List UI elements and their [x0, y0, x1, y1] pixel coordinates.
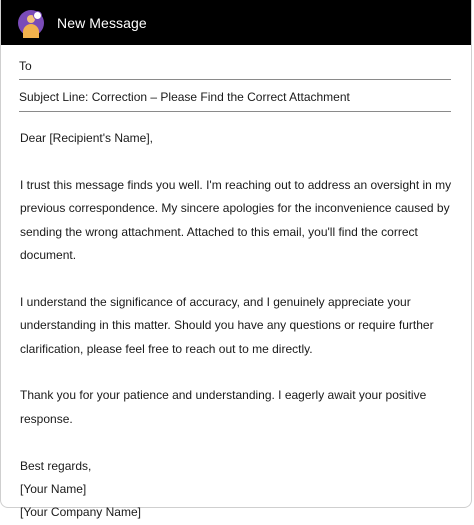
avatar[interactable]: [18, 10, 44, 36]
message-body[interactable]: [20, 127, 460, 525]
paragraph-1: I trust this message finds you well. I'm reaching out to address an oversight in my previous correspondence. My sincere apologies for the inconvenience caused by sending the wrong attachment. Attached to this email, you'll find the correct document.: [20, 177, 452, 263]
avatar-body-icon: [23, 24, 39, 38]
sender-company: [Your Company Name]: [20, 505, 141, 520]
subject-divider: [19, 111, 451, 112]
window-title: New Message: [57, 14, 147, 31]
paragraph-3: Thank you for your patience and understanding. I eagerly await your positive response.: [20, 388, 427, 426]
avatar-badge-icon: [33, 11, 42, 20]
greeting: Dear [Recipient's Name],: [20, 131, 154, 145]
subject-field[interactable]: Subject Line: Correction – Please Find the Correct Attachment: [19, 90, 350, 104]
signoff: Best regards,: [20, 458, 92, 473]
compose-titlebar: [1, 0, 471, 45]
signature: [20, 455, 460, 525]
to-field[interactable]: To: [19, 59, 32, 73]
paragraph-2: I understand the significance of accuracy, and I genuinely appreciate your understanding in this matter. Should you have any questions or require further clarification, please feel free to reach out to me directly.: [20, 294, 434, 356]
to-divider: [19, 79, 451, 80]
sender-name: [Your Name]: [20, 482, 87, 497]
